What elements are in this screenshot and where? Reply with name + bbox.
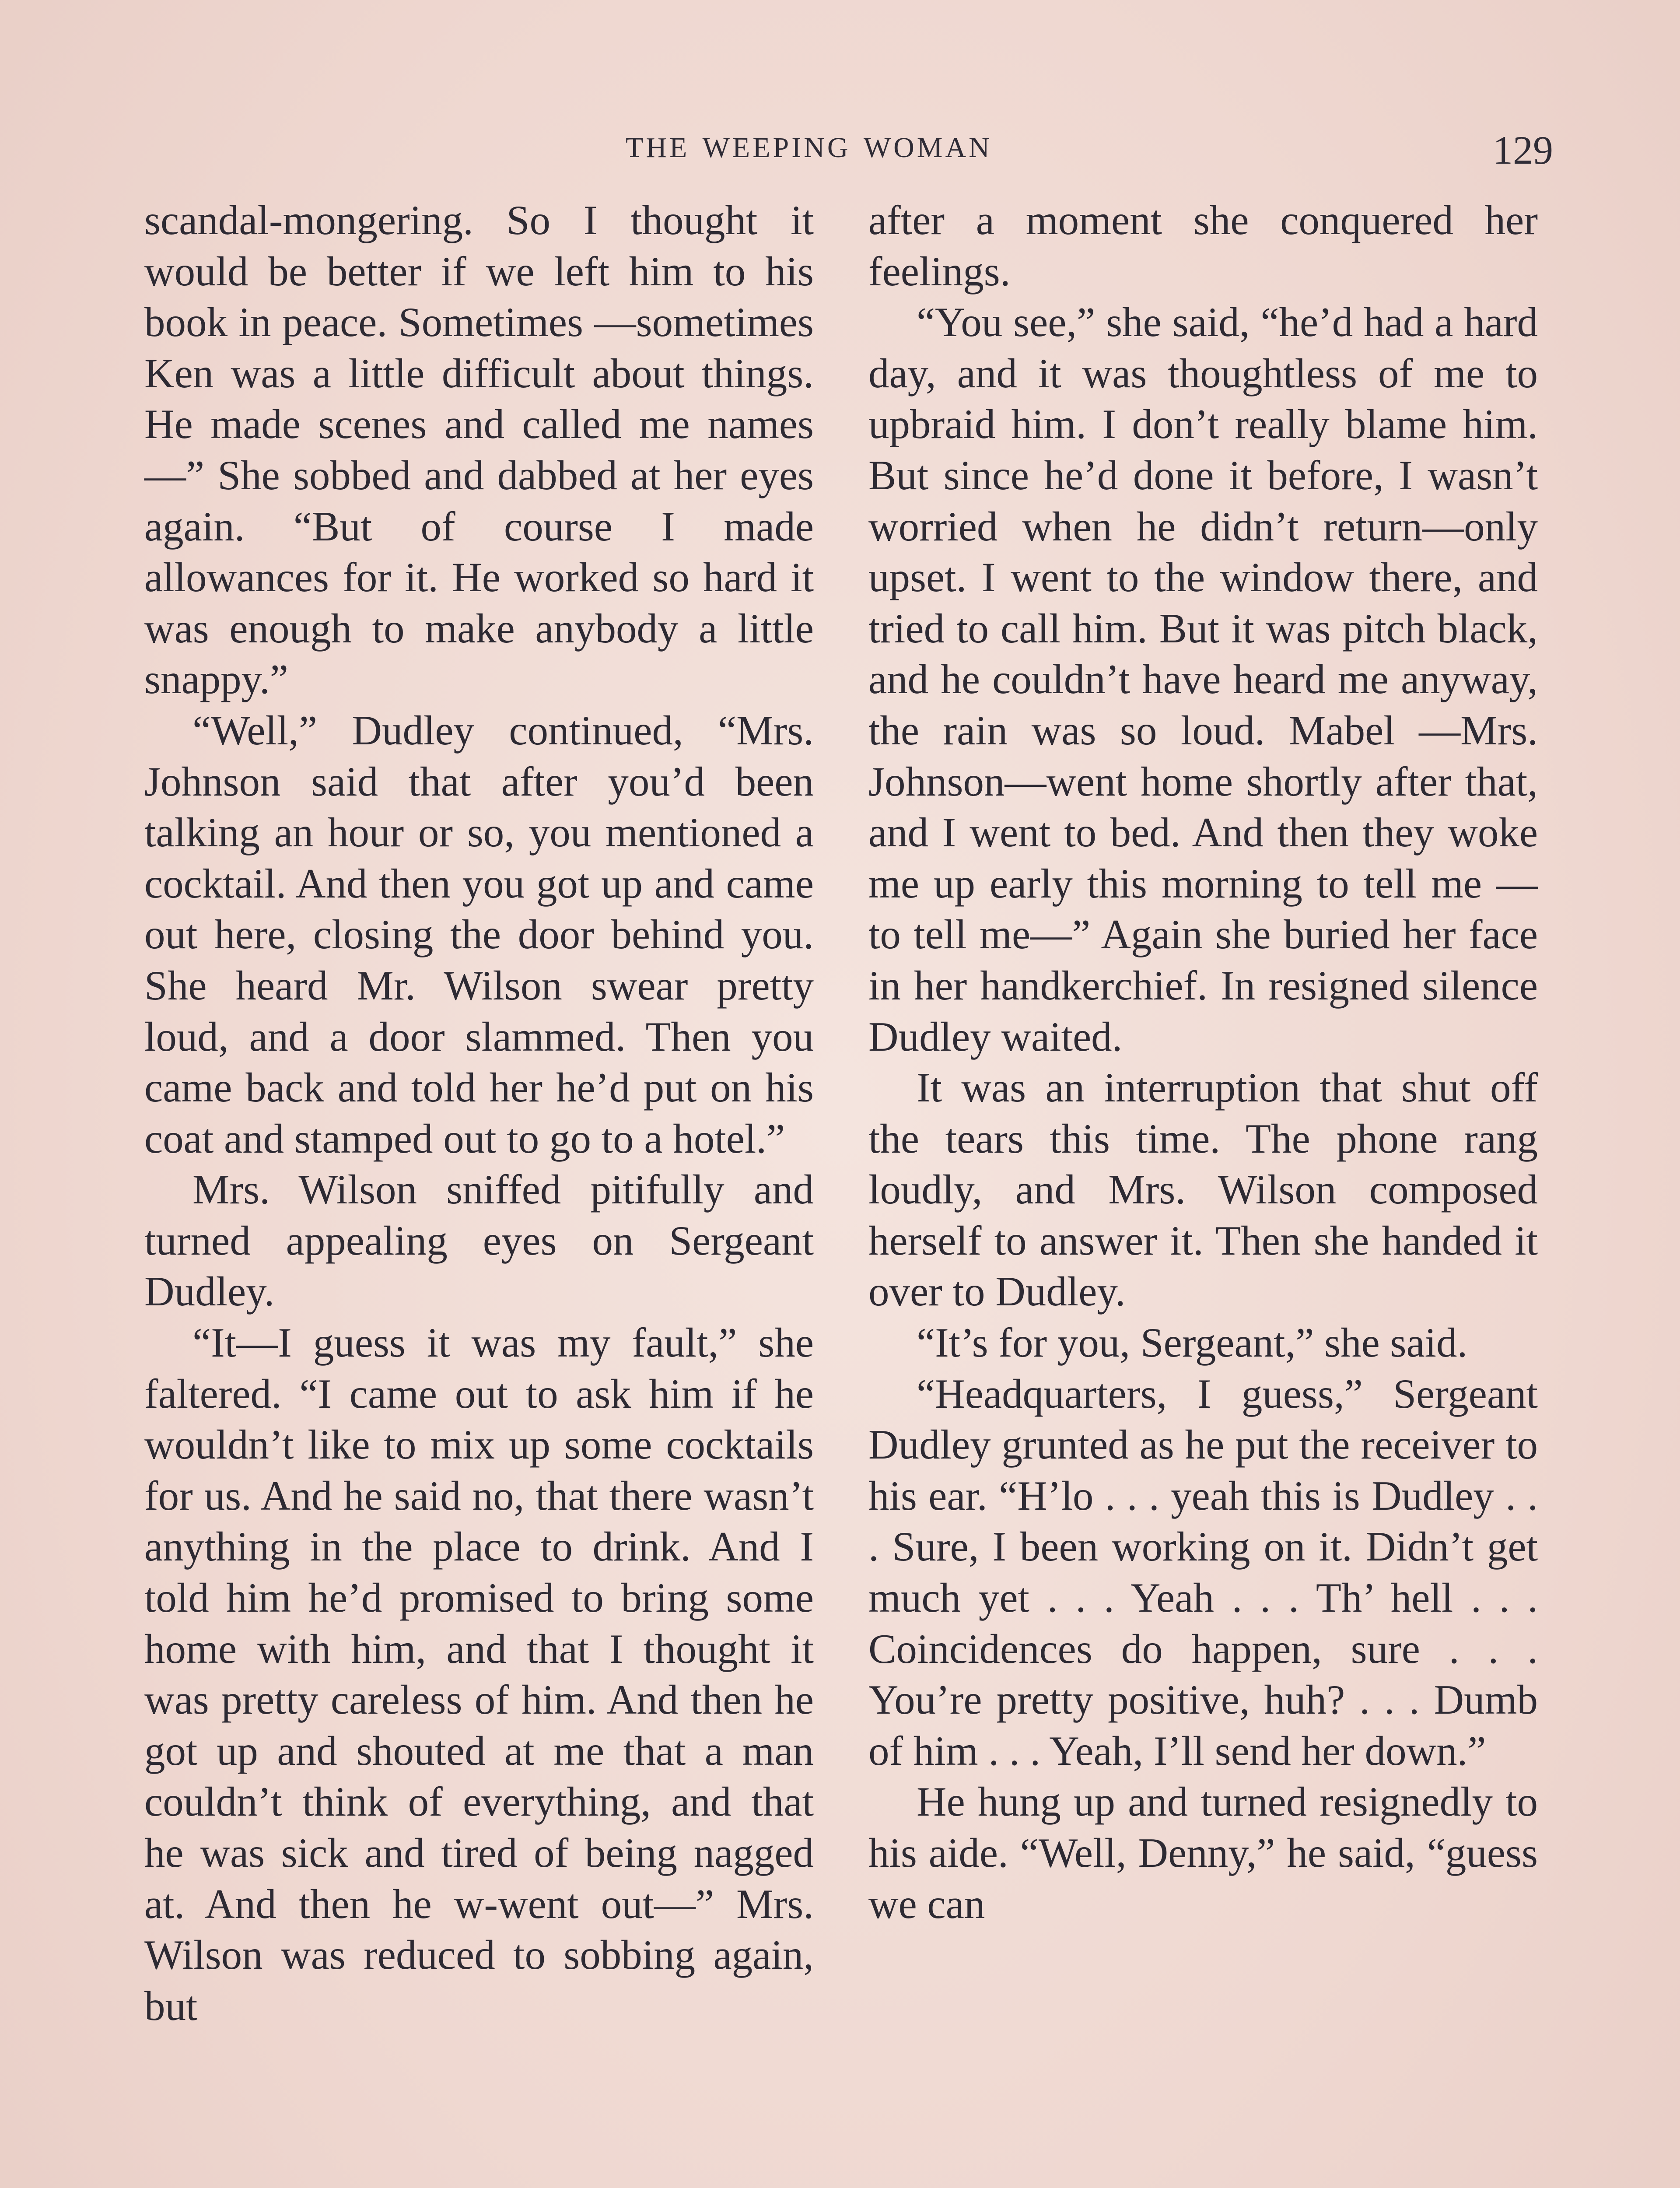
paragraph: scandal-mongering. So I thought it would be better if we left him to his book in peace. Sometimes —sometimes Ken was a little difficult about things. He made scenes and called me names—” She sobbed and dabbed at her eyes again. “But of course I made allowances for it. He worked so hard it was enough to make anybody a little snappy.” xyxy=(144,197,814,703)
paragraph: “It—I guess it was my fault,” she faltered. “I came out to ask him if he wouldn’t like to mix up some cocktails for us. And he said no, that there wasn’t anything in the place to drink. And I told him he’d promised to bring some home with him, and that I thought it was pretty careless of him. And then he got up and shouted at me that a man couldn’t think of everything, and that he was sick and tired of being nagged at. And then he w-went out—” Mrs. Wilson was reduced to sobbing again, but xyxy=(144,1319,814,2029)
page-number: 129 xyxy=(1493,128,1553,172)
paragraph: “You see,” she said, “he’d had a hard day, and it was thoughtless of me to upbraid him. I don’t really blame him. But since he’d done it before, I wasn’t worried when he didn’t return—only upset. I went to the window there, and tried to call him. But it was pitch black, and he couldn’t have heard me anyway, the rain was so loud. Mabel —Mrs. Johnson—went home shortly after that, and I went to bed. And then they woke me up early this morning to tell me —to tell me—” Again she buried her face in her handkerchief. In resigned silence Dudley waited. xyxy=(868,299,1538,1060)
paragraph: “Headquarters, I guess,” Sergeant Dudley grunted as he put the receiver to his ear. “H’lo . . . yeah this is Dudley . . . Sure, I been working on it. Didn’t get much yet . . . Yeah . . . Th’ hell . . . Coincidences do happen, sure . . . You’re pretty positive, huh? . . . Dumb of him . . . Yeah, I’ll send her down.” xyxy=(868,1370,1538,1774)
paragraph: He hung up and turned resignedly to his aide. “Well, Denny,” he said, “guess we can xyxy=(868,1778,1538,1927)
left-text-column xyxy=(144,195,814,2031)
paragraph: “Well,” Dudley continued, “Mrs. Johnson said that after you’d been talking an hour or so, you mentioned a cocktail. And then you got up and came out here, closing the door behind you. She heard Mr. Wilson swear pretty loud, and a door slammed. Then you came back and told her he’d put on his coat and stamped out to go to a hotel.” xyxy=(144,707,814,1162)
paragraph: It was an interruption that shut off the tears this time. The phone rang loudly, and Mrs. Wilson composed herself to answer it. Then she handed it over to Dudley. xyxy=(868,1064,1538,1315)
paragraph: Mrs. Wilson sniffed pitifully and turned appealing eyes on Sergeant Dudley. xyxy=(144,1166,814,1315)
paragraph: “It’s for you, Sergeant,” she said. xyxy=(917,1319,1468,1366)
paragraph: after a moment she conquered her feelings. xyxy=(868,197,1538,295)
running-title: THE WEEPING WOMAN xyxy=(626,132,992,164)
right-text-column xyxy=(868,195,1538,1929)
page-header xyxy=(144,127,1553,175)
